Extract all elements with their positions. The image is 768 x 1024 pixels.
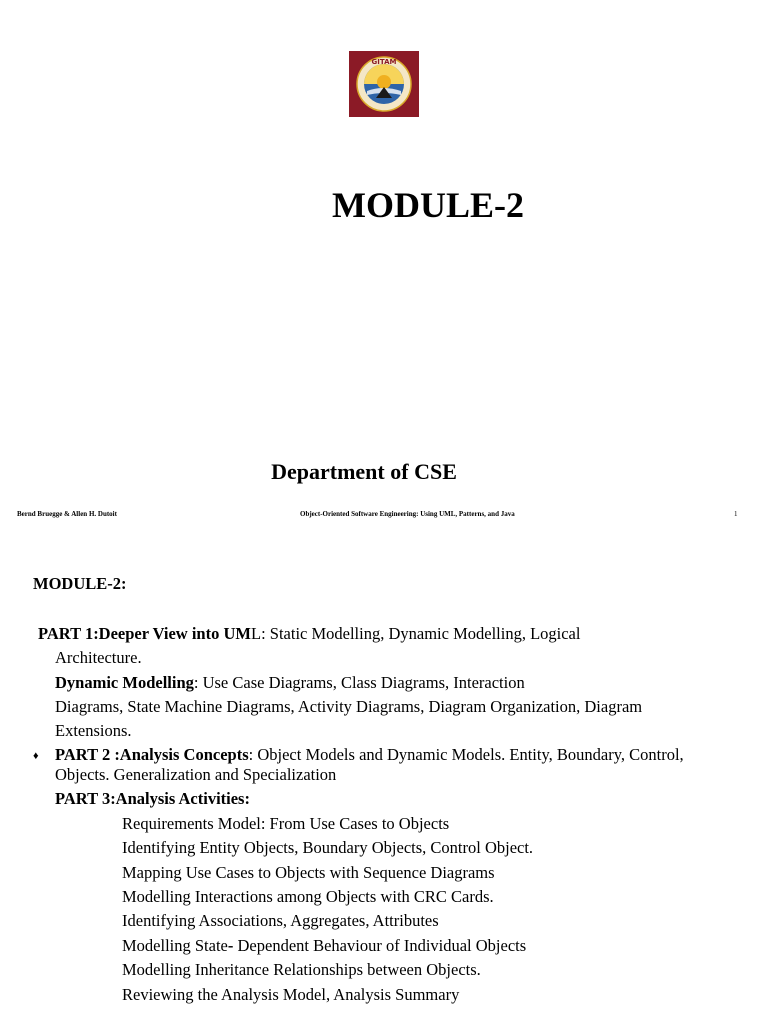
- part3-label-text: PART 3:Analysis Activities:: [55, 789, 250, 808]
- part1-label: PART 1:Deeper View into UM: [38, 624, 251, 643]
- part2-label: PART 2 :Analysis Concepts: [55, 745, 249, 764]
- state-post: Dependent Behaviour of Individual Objects: [233, 936, 527, 955]
- part2-line: [55, 745, 684, 765]
- activity-item: Modelling Inheritance Relationships between Objects.: [122, 960, 481, 979]
- part2-cont: Objects. Generalization and Specialization: [55, 765, 337, 784]
- gitam-logo: [349, 51, 419, 117]
- page-title: MODULE-2: [332, 185, 524, 225]
- part1-text: L: Static Modelling, Dynamic Modelling, Logical: [250, 624, 581, 643]
- footer-page-number: 1: [734, 510, 738, 518]
- activity-item: Identifying Associations, Aggregates, Attributes: [122, 911, 439, 930]
- activity-item: Mapping Use Cases to Objects with Sequence Diagrams: [122, 863, 495, 882]
- footer-book-title: Object-Oriented Software Engineering: Using UML, Patterns, and Java: [300, 510, 515, 518]
- bullet-icon: ♦: [33, 750, 39, 762]
- dynamic-text: : Use Case Diagrams, Class Diagrams, Interaction: [193, 673, 525, 692]
- part2-text: : Object Models and Dynamic Models. Entity, Boundary, Control,: [248, 745, 684, 764]
- part1-line: [38, 624, 580, 644]
- dynamic-cont-1: Diagrams, State Machine Diagrams, Activity Diagrams, Diagram Organization, Diagram: [55, 697, 643, 716]
- part3-label: [55, 789, 250, 809]
- logo-text: GITAM: [371, 58, 397, 66]
- activity-item: Identifying Entity Objects, Boundary Objects, Control Object.: [122, 838, 534, 857]
- activity-item-state: [122, 936, 526, 956]
- dynamic-line: [55, 673, 525, 693]
- part1-cont: Architecture.: [55, 648, 142, 667]
- activity-item: Reviewing the Analysis Model, Analysis Summary: [122, 985, 460, 1004]
- dynamic-label: Dynamic Modelling: [55, 673, 194, 692]
- activity-item: Requirements Model: From Use Cases to Objects: [122, 814, 450, 833]
- activity-item: Modelling Interactions among Objects with CRC Cards.: [122, 887, 494, 906]
- state-dash: -: [227, 936, 234, 955]
- footer-authors: Bernd Bruegge & Allen H. Dutoit: [17, 510, 117, 518]
- dynamic-cont-2: Extensions.: [55, 721, 132, 740]
- department-label: Department of CSE: [271, 459, 457, 484]
- state-pre: Modelling State: [122, 936, 228, 955]
- module-heading: MODULE-2:: [33, 574, 127, 593]
